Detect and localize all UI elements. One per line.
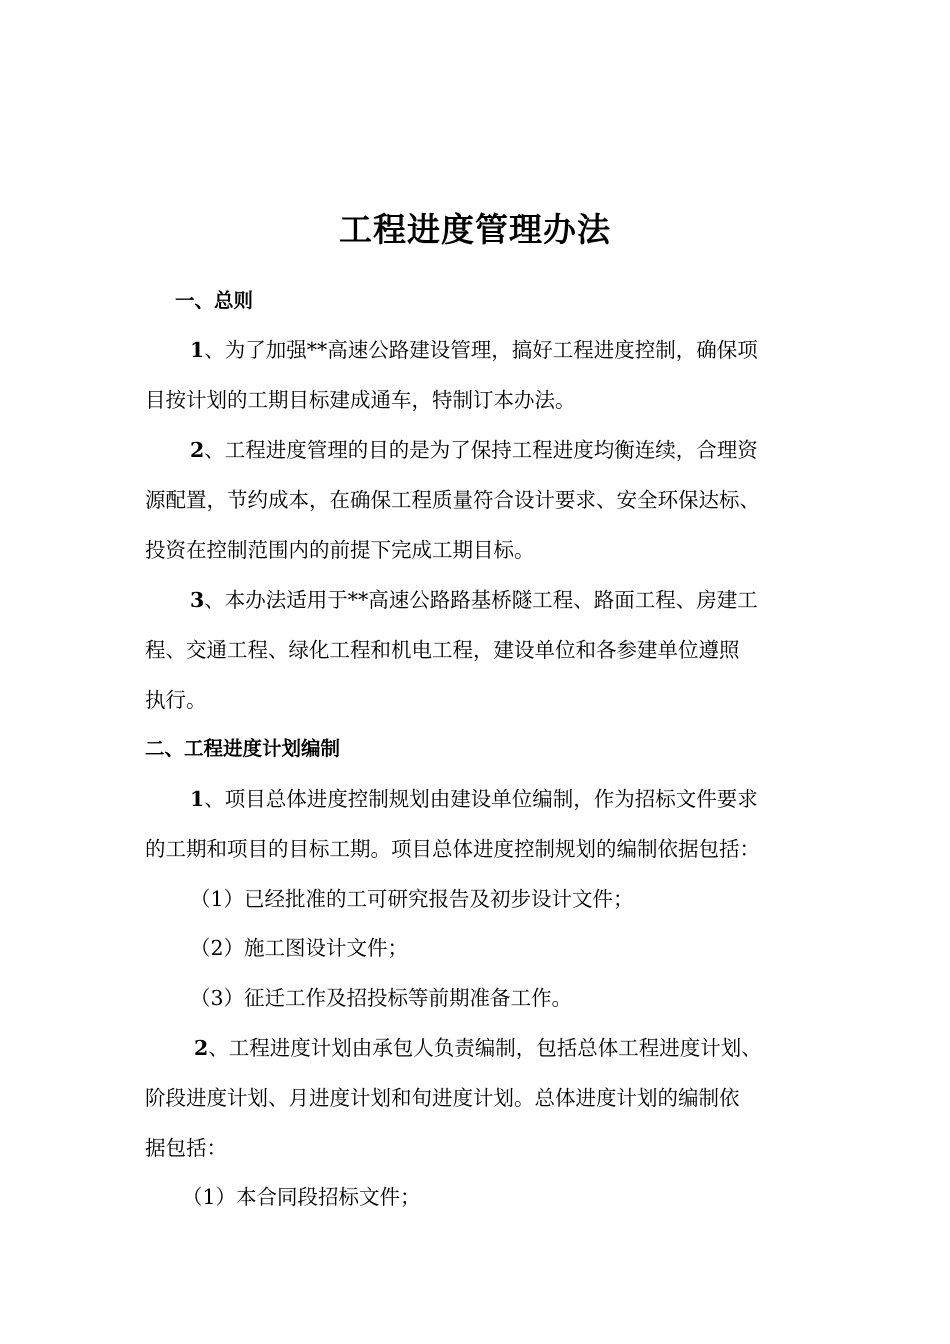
- list-item: （1）本合同段招标文件；: [182, 1185, 421, 1209]
- item-number: 3: [190, 588, 205, 612]
- paragraph-line: [190, 785, 758, 813]
- item-number: 1: [190, 787, 205, 811]
- item-number: 2: [190, 438, 205, 462]
- paragraph-line: [190, 586, 758, 614]
- paragraph-text: 、项目总体进度控制规划由建设单位编制，作为招标文件要求: [204, 787, 758, 811]
- paragraph-line: 据包括：: [145, 1136, 227, 1160]
- paragraph-text: 、本办法适用于**高速公路路基桥隧工程、路面工程、房建工: [204, 588, 758, 612]
- paragraph-line: [194, 1034, 762, 1062]
- paragraph-line: [190, 436, 758, 464]
- list-item: （3）征迁工作及招投标等前期准备工作。: [190, 986, 573, 1010]
- paragraph-line: 程、交通工程、绿化工程和机电工程，建设单位和各参建单位遵照: [145, 638, 740, 662]
- paragraph-line: 执行。: [145, 688, 207, 712]
- paragraph-line: 的工期和项目的目标工期。项目总体进度控制规划的编制依据包括：: [145, 837, 760, 861]
- paragraph-line: 阶段进度计划、月进度计划和旬进度计划。总体进度计划的编制依: [145, 1086, 740, 1110]
- section-heading-schedule-planning: 二、工程进度计划编制: [145, 737, 341, 760]
- paragraph-text: 、为了加强**高速公路建设管理，搞好工程进度控制，确保项: [204, 338, 758, 362]
- document-title: 工程进度管理办法: [339, 210, 611, 249]
- paragraph-line: [190, 336, 758, 364]
- paragraph-line: 目按计划的工期目标建成通车，特制订本办法。: [145, 388, 576, 412]
- item-number: 1: [190, 338, 205, 362]
- paragraph-text: 、工程进度管理的目的是为了保持工程进度均衡连续，合理资: [204, 438, 758, 462]
- paragraph-line: 源配置，节约成本，在确保工程质量符合设计要求、安全环保达标、: [145, 488, 760, 512]
- list-item: （2）施工图设计文件；: [190, 936, 409, 960]
- paragraph-line: 投资在控制范围内的前提下完成工期目标。: [145, 538, 535, 562]
- section-heading-general: 一、总则: [175, 289, 254, 312]
- list-item: （1）已经批准的工可研究报告及初步设计文件；: [190, 887, 634, 911]
- paragraph-text: 、工程进度计划由承包人负责编制，包括总体工程进度计划、: [208, 1036, 762, 1060]
- item-number: 2: [194, 1036, 209, 1060]
